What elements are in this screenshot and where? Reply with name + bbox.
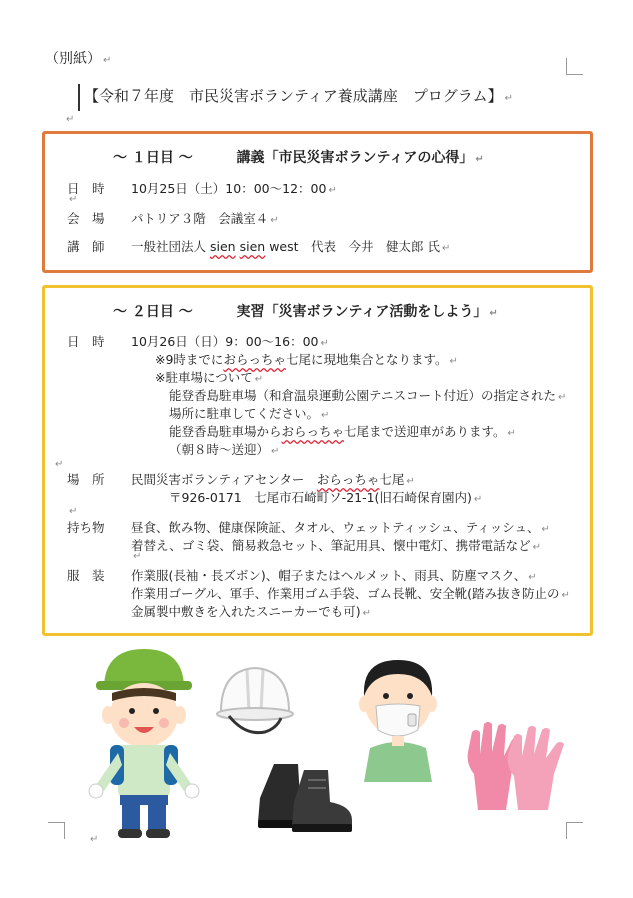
paragraph-mark: ↵ bbox=[69, 506, 78, 517]
day2-shuttle-line: 能登香島駐車場からおらっちゃ七尾まで送迎車があります。 ↵ bbox=[169, 424, 516, 439]
day2-clothing-line2: 作業用ゴーグル、軍手、作業用ゴム手袋、ゴム長靴、安全靴(踏み抜き防止の ↵ bbox=[131, 586, 570, 601]
day2-parking-line2: 場所に駐車してください。 ↵ bbox=[169, 406, 330, 421]
day2-clothing-label: 服 装 bbox=[67, 568, 105, 583]
day2-note-assembly: ※9時までにおらっちゃ七尾に現地集合となります。 ↵ bbox=[155, 352, 458, 367]
paragraph-mark: ↵ bbox=[66, 114, 75, 125]
crop-mark-top-right bbox=[566, 58, 583, 75]
paragraph-mark: ↵ bbox=[55, 459, 64, 470]
day1-section bbox=[42, 131, 593, 273]
day1-date-value: 10月25日（土）10：00～12：00 ↵ bbox=[131, 181, 337, 196]
day1-lecturer-label: 講 師 bbox=[67, 239, 105, 254]
paragraph-mark: ↵ bbox=[69, 194, 78, 205]
day2-clothing-line1: 作業服(長袖・長ズボン)、帽子またはヘルメット、雨具、防塵マスク、 ↵ bbox=[131, 568, 537, 583]
day2-heading: ～ ２日目 ～ 実習「災害ボランティア活動をしよう」 ↵ bbox=[113, 304, 498, 320]
helmet-icon bbox=[215, 662, 295, 740]
day2-items-label: 持ち物 bbox=[67, 520, 105, 535]
day2-address: 〒926-0171 七尾市石崎町ソ-21-1(旧石崎保育園内) ↵ bbox=[169, 490, 483, 505]
day2-note-parking: ※駐車場について ↵ bbox=[155, 370, 264, 385]
day2-items-line2: 着替え、ゴミ袋、簡易救急セット、筆記用具、懐中電灯、携帯電話など ↵ bbox=[131, 538, 542, 553]
day1-venue-label: 会 場 bbox=[67, 211, 105, 226]
day1-heading: ～ １日目 ～ 講義「市民災害ボランティアの心得」 ↵ bbox=[113, 150, 484, 166]
day1-lecturer-value: 一般社団法人 sien sien west 代表 今井 健太郎 氏 ↵ bbox=[131, 239, 451, 254]
volunteer-person-icon bbox=[86, 645, 201, 840]
day2-date-label: 日 時 bbox=[67, 334, 105, 349]
page-title: 【令和７年度 市民災害ボランティア養成講座 プログラム】 ↵ bbox=[78, 84, 513, 111]
day2-section bbox=[42, 285, 593, 636]
paragraph-mark: ↵ bbox=[90, 834, 99, 845]
boots-icon bbox=[250, 758, 360, 838]
mask-person-icon bbox=[352, 652, 444, 782]
day2-clothing-line3: 金属製中敷きを入れたスニーカーでも可) ↵ bbox=[131, 604, 372, 619]
day2-date-value: 10月26日（日）9：00～16：00 ↵ bbox=[131, 334, 329, 349]
paragraph-mark: ↵ bbox=[133, 551, 142, 562]
day1-date-label: 日 時 bbox=[67, 181, 105, 196]
attachment-note: （別紙） ↵ bbox=[45, 51, 112, 67]
day2-parking-line1: 能登香島駐車場（和倉温泉運動公園テニスコート付近）の指定された ↵ bbox=[169, 388, 567, 403]
day2-place-label: 場 所 bbox=[67, 472, 105, 487]
day2-place-value: 民間災害ボランティアセンター おらっちゃ七尾 ↵ bbox=[131, 472, 415, 487]
day2-items-line1: 昼食、飲み物、健康保険証、タオル、ウェットティッシュ、ティッシュ、 ↵ bbox=[131, 520, 550, 535]
gloves-icon bbox=[460, 714, 570, 814]
day2-shuttle-time: （朝８時～送迎） ↵ bbox=[169, 442, 280, 457]
crop-mark-bottom-left bbox=[48, 822, 65, 839]
crop-mark-bottom-right bbox=[566, 822, 583, 839]
day1-venue-value: パトリア３階 会議室４ ↵ bbox=[131, 211, 279, 226]
